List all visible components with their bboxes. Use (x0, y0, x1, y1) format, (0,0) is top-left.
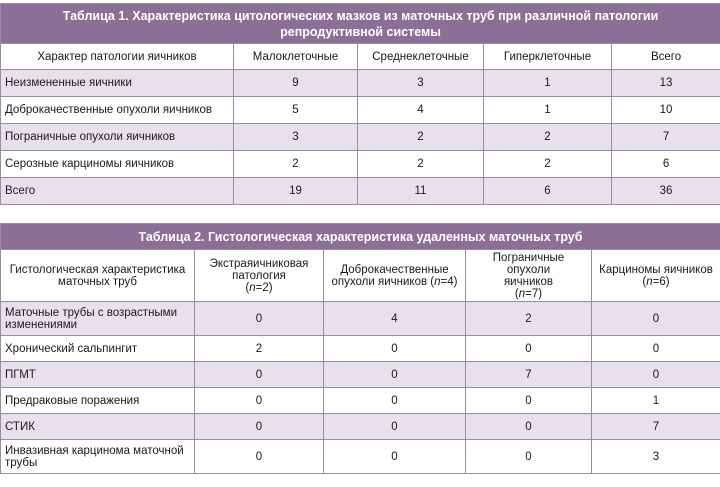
table-cell: 0 (195, 362, 324, 388)
table-cell: 3 (358, 70, 484, 97)
table-cell: Инвазивная карцинома маточной трубы (1, 440, 195, 474)
table-cell: 0 (466, 388, 592, 414)
table-cell: 10 (612, 97, 720, 124)
table-cell: 0 (324, 336, 466, 362)
header-text: патология (232, 270, 286, 282)
table-cell: ПГМТ (1, 362, 195, 388)
table-cell: 3 (592, 440, 720, 474)
table-cell: 4 (324, 302, 466, 336)
table-cell: 0 (466, 440, 592, 474)
header-text: =4) (441, 276, 458, 288)
table-2-header-cell (1, 250, 195, 302)
table-cell: 3 (234, 124, 358, 151)
header-text: ( (515, 288, 519, 300)
table-cell: 7 (466, 362, 592, 388)
table-cell: 0 (466, 414, 592, 440)
table-cell: 0 (324, 388, 466, 414)
header-text: яичников (504, 276, 553, 288)
table-row (1, 70, 720, 97)
table-row (1, 97, 720, 124)
header-n-var: n (519, 288, 525, 300)
table-cell: Пограничные опухоли яичников (1, 124, 234, 151)
table-row (1, 124, 720, 151)
header-text: =7) (525, 288, 542, 300)
table-1-header-row (1, 44, 720, 70)
table-cell: 5 (234, 97, 358, 124)
table-row (1, 336, 720, 362)
header-text: Доброкачественные (340, 264, 448, 276)
table-row (1, 388, 720, 414)
table-cell: 2 (484, 124, 612, 151)
table-cell: 0 (195, 302, 324, 336)
table-1-header-cell: Всего (612, 44, 720, 70)
table-cell: 0 (324, 440, 466, 474)
table-1-caption-line2: репродуктивной системы (280, 25, 441, 39)
table-1-header-cell: Гиперклеточные (484, 44, 612, 70)
header-n-var: n (434, 276, 440, 288)
table-2-header-cell (466, 250, 592, 302)
table-cell: 2 (234, 151, 358, 178)
table-row (1, 414, 720, 440)
table-cell: 0 (324, 414, 466, 440)
header-text: ( (245, 282, 249, 294)
table-1-caption-line1: Таблица 1. Характеристика цитологических мазков из маточных труб при различной патологии (63, 9, 659, 23)
table-cell: 1 (484, 70, 612, 97)
table-cell: 1 (592, 388, 720, 414)
table-2-header-cell (592, 250, 720, 302)
header-text: опухоли яичников ( (332, 276, 435, 288)
table-cell: 0 (195, 440, 324, 474)
table-cell: 0 (324, 362, 466, 388)
header-text: Гистологическая характеристика (10, 264, 186, 276)
header-text: Экстраяичниковая (210, 258, 309, 270)
table-cell: 2 (484, 151, 612, 178)
table-cell: 36 (612, 178, 720, 205)
table-cell: 0 (592, 362, 720, 388)
table-cell: 0 (195, 388, 324, 414)
table-2-header-cell (324, 250, 466, 302)
table-cell: Хронический сальпингит (1, 336, 195, 362)
table-cell: Предраковые поражения (1, 388, 195, 414)
table-row (1, 151, 720, 178)
table-2-header-cell (195, 250, 324, 302)
table-cell: 2 (466, 302, 592, 336)
table-total-row (1, 178, 720, 205)
table-row (1, 302, 720, 336)
header-n-var: n (249, 282, 255, 294)
header-text: =6) (653, 276, 670, 288)
table-cell: Серозные карциномы яичников (1, 151, 234, 178)
table-cell: 7 (612, 124, 720, 151)
table-cell: 2 (358, 124, 484, 151)
table-cell: Всего (1, 178, 234, 205)
table-1-header-cell: Среднеклеточные (358, 44, 484, 70)
table-1-header-cell: Малоклеточные (234, 44, 358, 70)
table-cell: 6 (612, 151, 720, 178)
table-cell: 9 (234, 70, 358, 97)
table-cell: 19 (234, 178, 358, 205)
table-cell: 2 (195, 336, 324, 362)
table-cell: 0 (592, 302, 720, 336)
table-cell: 0 (466, 336, 592, 362)
table-cell: 2 (358, 151, 484, 178)
header-text: Пограничные опухоли (493, 252, 564, 276)
header-text: =2) (256, 282, 273, 294)
table-row (1, 362, 720, 388)
header-text: маточных труб (58, 276, 137, 288)
table-1-header-cell: Характер патологии яичников (1, 44, 234, 70)
table-cell: 0 (195, 414, 324, 440)
table-1 (0, 3, 720, 205)
table-cell: 11 (358, 178, 484, 205)
table-cell: Доброкачественные опухоли яичников (1, 97, 234, 124)
table-cell: 1 (484, 97, 612, 124)
table-cell: 6 (484, 178, 612, 205)
table-2-header-row (1, 250, 720, 302)
table-cell: 0 (592, 336, 720, 362)
table-2-caption: Таблица 2. Гистологическая характеристика удаленных маточных труб (1, 224, 720, 250)
table-cell: Маточные трубы с возрастными изменениями (1, 302, 195, 336)
header-text: ( (642, 276, 646, 288)
table-cell: 4 (358, 97, 484, 124)
table-cell: 13 (612, 70, 720, 97)
table-cell: СТИК (1, 414, 195, 440)
table-cell: 7 (592, 414, 720, 440)
table-cell: Неизмененные яичники (1, 70, 234, 97)
header-text: Карциномы яичников (599, 264, 713, 276)
table-row (1, 440, 720, 474)
header-n-var: n (646, 276, 652, 288)
table-2 (0, 223, 720, 474)
table-1-caption (1, 4, 720, 44)
